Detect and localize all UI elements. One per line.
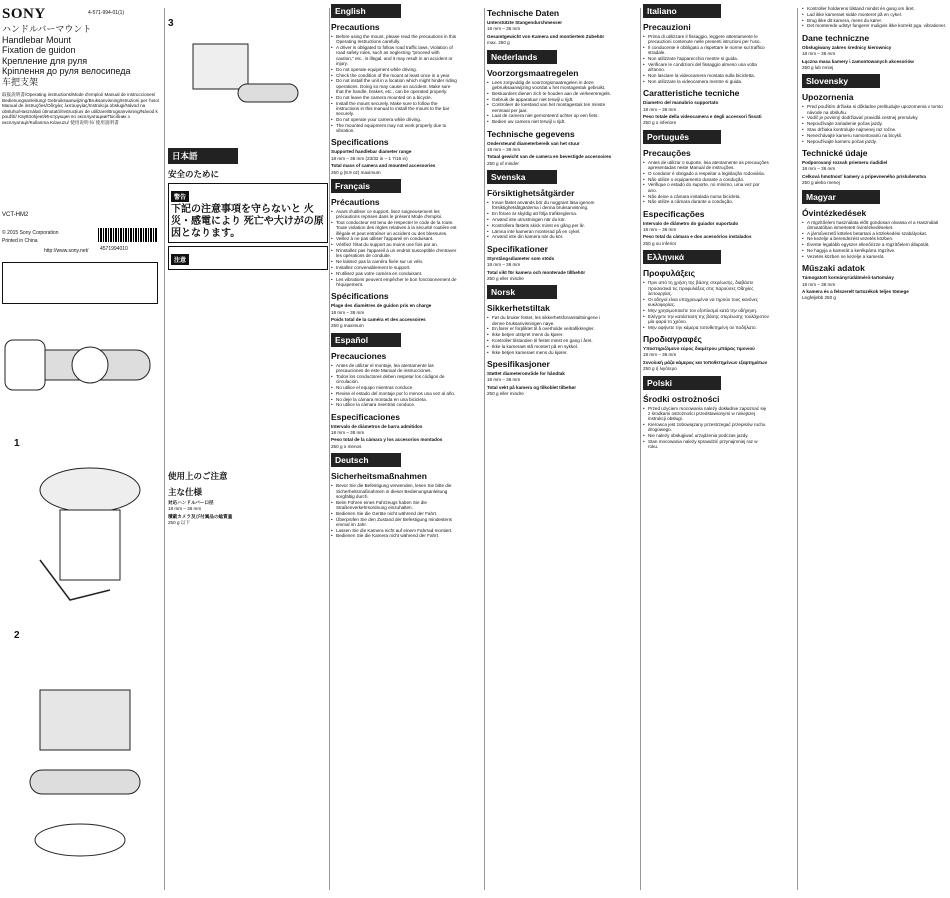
heading-specifications: Spesifikasjoner xyxy=(487,358,550,369)
precaution-item: • O condutor é obrigado a respeitar a legislação rodoviária. xyxy=(648,171,769,176)
copyright-notice: © 2015 Sony Corporation xyxy=(2,230,59,236)
precaution-item: • Não utilize o equipamento durante a condução. xyxy=(648,177,769,182)
heading-precautions: Środki ostrożności xyxy=(643,393,720,404)
spec-line: Υποστηριζόμενο εύρος διαμέτρου μπάρας τιμονιού xyxy=(643,345,755,351)
precaution-item: • Install the mount securely. Make sure to follow the instructions in this manual to install the mount to the bar securely. xyxy=(336,101,457,117)
title-line: Fixation de guidon xyxy=(2,45,76,55)
website-url: http://www.sony.net/ xyxy=(44,248,89,254)
heading-spec: 主な仕様 xyxy=(168,487,203,497)
precaution-item: • Vezetés közben ne kezelje a kamerát. xyxy=(807,254,948,259)
precaution-item: • Innan fästet används bör du noggrant läsa igenom försiktighetsåtgärderna i denna bruksanvisning. xyxy=(492,200,613,211)
spec-line: Totaal gewicht van de camera en bevestigde accessoires xyxy=(487,154,612,160)
spec-line: 250 g o menos xyxy=(331,443,362,449)
precaution-item: • Przed użyciem mocowania należy dokładnie zapoznać się z środkami ostrożności przedstawionymi w niniejszej instrukcji obsługi. xyxy=(648,406,769,422)
precaution-item: • Οι οδηγοί είναι υποχρεωμένοι να τηρούν τους κανόνες κυκλοφορίας. xyxy=(648,297,769,308)
spec-line: Peso totale della videocamera e degli accessori fissati xyxy=(643,113,762,119)
precaution-item: • Nenechávajte kameru namontovanú na bicykli. xyxy=(807,133,948,138)
precaution-item: • Bedienen Sie die Geräte nicht während der Fahrt. xyxy=(336,511,457,516)
precaution-item: • Lämna inte kameran monterad på en cykel. xyxy=(492,229,613,234)
title-line: Handlebar Mount xyxy=(2,34,72,45)
spec-line: 対応ハンドルバー口径 xyxy=(168,500,214,505)
precaution-item: • Nepoužívajte zariadenie počas jazdy. xyxy=(807,121,948,126)
section-tab-english: English xyxy=(331,4,401,18)
spec-line: Legfeljebb 250 g xyxy=(802,295,836,301)
precaution-item: • Μην χρησιμοποιείτε τον εξοπλισμό κατά την οδήγηση. xyxy=(648,308,769,313)
precaution-item: • Tout conducteur est tenu de respecter le code de la route. Toute violation des règles relatives à la sécurité routière est illégale et peut entraîner un accident ou des blessures. xyxy=(336,220,457,236)
spec-line: max. 250 g xyxy=(487,40,510,46)
spec-line: 18 mm – 36 mm xyxy=(643,106,677,112)
section-tab-svenska: Svenska xyxy=(487,170,557,184)
english-french-column xyxy=(331,0,457,898)
spec-line: 18 mm – 36 mm xyxy=(487,26,521,32)
heading-specifications: Specifikationer xyxy=(487,243,548,254)
spec-line: 250 g lub mniej xyxy=(802,64,834,70)
column-divider xyxy=(484,8,485,890)
spec-line: Obsługiwany zakres średnicy kierownicy xyxy=(802,44,892,50)
precaution-item: • Bestuurders dienen zich te houden aan de verkeersregels. xyxy=(492,91,613,96)
heading-precautions: Óvintézkedések xyxy=(802,207,867,218)
precaution-item: • Vodič je povinný dodržiavať pravidlá cestnej premávky. xyxy=(807,115,948,120)
spec-line: Unterstützte Stangendurchmesser xyxy=(487,20,563,25)
figure-number: 1 xyxy=(14,438,20,449)
precaution-item: • Nepoužívajte kameru počas jazdy. xyxy=(807,139,948,144)
precaution-item: • Använd inte utrustningen när du kör. xyxy=(492,217,613,222)
manual-language-list: 取扱説明書/Operating instructions/Mode d'emploi/ Manual de instrucciones/ Bedienungsanleitung/ Gebruiksaanwijzing/Bruksanvisning/Istruzioni per l'uso/ Manual de instruções/Οδηγίες λειτουργίας/Instrukcja obsługi/Návod na obsluhu/Használati útmutató/Instrucțiuni de utilizare/Brugsanvisning/Návod k použití/ Käyttöohjeet/Инструкция по эксплуатации/Посібник з експлуатації/Kullanma Kılavuzu/ 使用说明书/ 使用說明書 xyxy=(2,92,160,125)
precaution-item: • Bevor Sie die Befestigung verwenden, lesen Sie bitte die Sicherheitsmaßnahmen in dieser Bedienungsanleitung sorgfältig durch. xyxy=(336,483,457,499)
section-tab-japanese: 日本語 xyxy=(168,148,238,164)
spec-line: 18 mm – 36 mm xyxy=(331,430,365,436)
precaution-item: • Bedienen Sie die Kamera nicht während der Fahrt. xyxy=(336,533,457,538)
spec-line: 250 g of minder xyxy=(487,160,519,166)
precaution-item: • Stan mocowania należy sprawdzić przynajmniej raz w roku. xyxy=(648,439,769,450)
precaution-item: • Não deixe a câmara instalada numa bicicleta. xyxy=(648,194,769,199)
precaution-item: • Πριν από τη χρήση της βάσης στερέωσης, διαβάστε προσεκτικά τις προφυλάξεις στις παρούσες Οδηγίες λειτουργίας. xyxy=(648,280,769,296)
camera-shape xyxy=(40,690,130,750)
precaution-item: • No deje la cámara montada en una bicicleta. xyxy=(336,397,457,402)
column-divider xyxy=(164,8,165,890)
spec-line: A kamera és a felszerelt tartozékok teljes tömege xyxy=(802,288,909,294)
spec-line: Ondersteund diameterbereik van het stuur xyxy=(487,140,580,146)
precaution-item: • Non lasciare la videocamera montata sulla bicicletta. xyxy=(648,73,769,78)
section-tab-magyar: Magyar xyxy=(802,190,880,204)
section-tab-portugues: Português xyxy=(643,130,721,144)
spec-line: 250 g 以下 xyxy=(168,520,190,526)
section-tab-italiano: Italiano xyxy=(643,4,721,18)
precaution-item: • En fører er forpliktet til å overholde veitrafikkregler. xyxy=(492,326,613,331)
model-number: VCT-HM2 xyxy=(2,212,29,218)
spec-line: Intervalo de diâmetro do guiador suportado xyxy=(643,220,739,226)
precaution-item: • Ne kezelje a berendezést vezetés közben. xyxy=(807,236,948,241)
spec-line: 積載カメラ及び付属品の総質量 xyxy=(168,513,233,519)
precaution-item: • Avant d'utiliser ce support, lisez soigneusement les précautions reprises dans le présent Mode d'emploi. xyxy=(336,209,457,220)
title-line: Кріплення до руля велосипеда xyxy=(2,66,131,76)
spec-line: 250 g eller mindre xyxy=(487,275,524,281)
precaution-item: • Controleer de toestand van het montagestuk ten minste eenmaal per jaar. xyxy=(492,102,613,113)
spec-line: 250 g alebo menej xyxy=(802,180,840,186)
heading-precautions: Upozornenia xyxy=(802,92,854,103)
precaution-item: • Les vibrations peuvent empêcher le bon fonctionnement de l'équipement. xyxy=(336,277,457,288)
heading-precautions: Precauciones xyxy=(331,350,387,361)
warning-box xyxy=(168,183,328,243)
precaution-item: • Antes de utilizar o suporte, leia atentamente as precauções apresentadas neste Manual de instruções. xyxy=(648,160,769,171)
precaution-item: • N'utilisez pas votre caméra en conduisant. xyxy=(336,271,457,276)
spec-line: Plage des diamètres de guidon pris en charge xyxy=(331,303,432,309)
heading-precautions: Precauções xyxy=(643,147,691,158)
precaution-item: • Lees zorgvuldig de voorzorgsmaatregelen in deze gebruiksaanwijzing voordat u het montagestuk gebruikt. xyxy=(492,80,613,91)
precaution-item: • Kontroller tilstanden til festet minst en gang i året. xyxy=(492,338,613,343)
title-line: ハンドルバーマウント xyxy=(2,24,92,34)
caution-box xyxy=(168,246,328,270)
precaution-item: • Kontroller holderens tilstand mindst én gang om året. xyxy=(807,6,948,11)
italian-portuguese-column xyxy=(643,0,769,898)
spec-line: 18 mm – 36 mm xyxy=(487,146,521,152)
product-title xyxy=(2,24,160,87)
dutch-swedish-column xyxy=(487,0,613,898)
section-tab-norsk: Norsk xyxy=(487,285,557,299)
precaution-item: • Brug ikke dit kamera, mens du kører. xyxy=(807,18,948,23)
heading-specifications: Especificações xyxy=(643,208,705,219)
precaution-item: • Verificare le condizioni del fissaggio almeno una volta all'anno. xyxy=(648,62,769,73)
precaution-item: • Do not operate your camera while driving. xyxy=(336,117,457,122)
heading-precautions: Försiktighetsåtgärder xyxy=(487,188,575,199)
precaution-item: • N'installez pas l'appareil à un endroit susceptible d'entraver les opérations de conduite. xyxy=(336,248,457,259)
handlebar-shape xyxy=(30,770,140,794)
camera-step3-figure xyxy=(168,29,328,139)
spec-line: Podporovaný rozsah priemeru riadidiel xyxy=(802,159,888,165)
precaution-item: • Vérifiez l'état du support au moins une fois par an. xyxy=(336,242,457,247)
spec-line: 18 mm – 36 mm xyxy=(802,51,836,57)
printed-in: Printed in China xyxy=(2,238,38,244)
precaution-item: • Il conducente è obbligato a rispettare le norme sul traffico stradale. xyxy=(648,45,769,56)
spec-line: 18 mm – 36 mm xyxy=(802,166,836,172)
mount-body-shape xyxy=(60,510,120,580)
spec-line: 250 g ou inferior xyxy=(643,240,677,246)
section-tab-nederlands: Nederlands xyxy=(487,50,557,64)
section-tab-deutsch: Deutsch xyxy=(331,453,401,467)
spec-line: Łączna masa kamery i zamontowanych akcesoriów xyxy=(802,58,914,64)
spec-line: 250 g (8.9 oz) maximum xyxy=(331,169,381,175)
spec-line: Támogatott kormányrúdátmérő-tartomány xyxy=(802,275,894,281)
heading-precautions: Précautions xyxy=(331,196,380,207)
recycle-notice xyxy=(2,262,158,304)
precaution-item: • Før du bruker festet, les sikkerhetsforanstaltningene i denne bruksanvisningen nøye. xyxy=(492,315,613,326)
heading-precautions: Sikkerhetstiltak xyxy=(487,303,550,314)
spec-line: Supported handlebar diameter range xyxy=(331,149,412,155)
precaution-item: • Non utilizzare l'apparecchio mentre si guida. xyxy=(648,56,769,61)
title-line: Крепление для руля xyxy=(2,55,88,66)
spec-line: Diametro del manubrio supportato xyxy=(643,100,719,106)
section-tab-polski: Polski xyxy=(643,376,721,390)
heading-specifications: Technické údaje xyxy=(802,147,868,158)
heading-specifications: Especificaciones xyxy=(331,411,400,422)
column-divider xyxy=(640,8,641,890)
camera-shape xyxy=(193,44,248,89)
spec-line: 18 mm – 36 mm xyxy=(643,227,677,233)
precaution-item: • Überprüfen Sie den Zustand der Befestigung mindestens einmal im Jahr. xyxy=(336,517,457,528)
precaution-item: • Do not install the unit in a location which might hinder riding operations. Doing so may cause an accident. Make sure that the handle, brakes, etc., can be operated properly. xyxy=(336,78,457,94)
precaution-item: • A rögzítőelem használata előtt gondosan olvassa el a Használati útmutatóban ismertetett óvintézkedéseket. xyxy=(807,220,948,231)
heading-specifications: Technische Daten xyxy=(487,8,560,18)
part-number: 4-571-994-01(1) xyxy=(88,10,125,16)
precaution-item: • Ne hagyja a kamerát a kerékpárra rögzítve. xyxy=(807,248,948,253)
precaution-item: • Kontrollera fästets skick minst en gång per år. xyxy=(492,223,613,228)
precaution-item: • No utilice la cámara mientras conduce. xyxy=(336,402,457,407)
precaution-item: • No utilice el equipo mientras conduce. xyxy=(336,385,457,390)
precaution-item: • Prima di utilizzare il fissaggio, leggere attentamente le precauzioni contenute nelle presenti istruzioni per l'uso. xyxy=(648,34,769,45)
heading-precautions: Precauzioni xyxy=(643,22,691,32)
spec-line: 18 mm – 36 mm xyxy=(168,506,202,512)
heading-specifications: Spécifications xyxy=(331,291,389,302)
handle-grip-shape xyxy=(5,340,45,390)
big-warning-text: 下記の注意事項を守らないと 火災・感電により 死亡や大けがの原因となります。 xyxy=(171,204,324,239)
title-line: 车把支架 xyxy=(2,76,39,87)
precaution-item: • Before using the mount, please read the precautions in this Operating Instructions carefully. xyxy=(336,34,457,45)
precaution-item: • Ελέγχετε την κατάσταση της βάσης στερέωσης τουλάχιστον μία φορά το χρόνο. xyxy=(648,314,769,325)
precaution-item: • Do not leave the camera mounted on a bicycle. xyxy=(336,95,457,100)
precaution-item: • The mounted equipment may not work properly due to vibration. xyxy=(336,123,457,134)
section-tab-ellinika: Ελληνικά xyxy=(643,250,721,264)
precaution-item: • Check the condition of the mount at least once in a year. xyxy=(336,73,457,78)
precaution-item: • Non utilizzare la videocamera mentre si guida. xyxy=(648,79,769,84)
heading-precautions: Προφυλάξεις xyxy=(643,268,696,279)
precaution-item: • Gebruik de apparatuur niet terwijl u rijdt. xyxy=(492,97,613,102)
figure-number: 3 xyxy=(168,18,174,29)
precaution-item: • Verifique o estado do suporte, no mínimo, uma vez por ano. xyxy=(648,182,769,193)
spec-line: Gesamtgewicht von Kamera und montiertem Zubehör xyxy=(487,33,605,39)
cover-column xyxy=(0,0,160,898)
heading-specifications: Dane techniczne xyxy=(802,32,870,43)
spec-line: 18 mm – 36 mm xyxy=(487,262,521,268)
precaution-item: • Μην αφήνετε την κάμερα τοποθετημένη σε ποδήλατο. xyxy=(648,325,769,330)
precaution-item: • Pred použitím držiaka si dôkladne preštudujte upozornenia v tomto návode na obsluhu. xyxy=(807,104,948,115)
heading-specifications: Προδιαγραφές xyxy=(643,333,702,344)
spec-line: 18 mm – 36 mm xyxy=(487,377,521,383)
spec-line: Intervalo de diámetros de barra admitidos xyxy=(331,423,423,429)
precaution-item: • Kierowca jest zobowiązany przestrzegać przepisów ruchu drogowego. xyxy=(648,422,769,433)
precaution-item: • Veillez à ne pas utiliser l'appareil en conduisant. xyxy=(336,236,457,241)
spec-line: 250 g o inferiore xyxy=(643,120,677,126)
mount-ring-shape xyxy=(72,347,108,383)
spec-line: Peso total de la cámara y los accesorios montados xyxy=(331,437,443,443)
barcode xyxy=(98,228,158,242)
spec-line: Celková hmotnosť kamery a pripevneného príslušenstva xyxy=(802,173,926,179)
precaution-item: • Det monterede udstyr fungerer muligvis ikke korrekt pga. vibrationer. xyxy=(807,23,948,28)
section-tab-slovensky: Slovensky xyxy=(802,74,880,88)
mount-attach-figure xyxy=(0,440,160,620)
spec-line: Total vekt på kamera og tilkoblet tilbehør xyxy=(487,384,577,390)
precaution-item: • Não utilize a câmara durante a condução. xyxy=(648,199,769,204)
precaution-item: • Todos los conductores deben respetar los códigos de circulación. xyxy=(336,374,457,385)
heading-precautions: Voorzorgsmaatregelen xyxy=(487,67,579,78)
spec-line: 18 mm – 36 mm xyxy=(331,309,365,315)
precaution-item: • Ikke betjen utstyret mens du kjører. xyxy=(492,332,613,337)
precaution-item: • Beim Führen eines Fahrzeugs haben Sie die Straßenverkehrsordnung einzuhalten. xyxy=(336,500,457,511)
precaution-item: • Ikke betjen kameraet mens du kjører. xyxy=(492,350,613,355)
column-divider xyxy=(329,8,330,890)
spec-line: 250 g maximum xyxy=(331,323,364,329)
precaution-item: • Antes de utilizar el montaje, lea atentamente las precauciones de este Manual de instrucciones. xyxy=(336,363,457,374)
spec-line: 18 mm – 36 mm (23/32 in – 1 7/16 in) xyxy=(331,155,408,161)
precaution-item: • Évente legalább egyszer ellenőrizze a rögzítőelem állapotát. xyxy=(807,242,948,247)
slovak-hungarian-column xyxy=(802,0,948,898)
section-tab-espanol: Español xyxy=(331,333,401,347)
clamp-shape xyxy=(40,468,140,512)
precaution-item: • Nie należy obsługiwać urządzenia podczas jazdy. xyxy=(648,433,769,438)
recycle-box xyxy=(2,262,158,304)
precaution-item: • Laat de camera niet gemonteerd achter op een fiets. xyxy=(492,113,613,118)
spec-line: Støttet diameterområde for håndtak xyxy=(487,370,565,376)
heading-usage: 使用上のご注意 xyxy=(168,471,228,481)
precaution-item: • Installez convenablement le support. xyxy=(336,265,457,270)
heading-precautions: Sicherheitsmaßnahmen xyxy=(331,471,427,482)
handlebar-shape xyxy=(238,84,298,102)
precaution-item: • Stav držiaka kontrolujte najmenej raz ročne. xyxy=(807,127,948,132)
caution-label: 注意 xyxy=(171,254,189,265)
heading-specifications: Specifications xyxy=(331,137,389,148)
precaution-item: • Lad ikke kameraet sidde monteret på en cykel. xyxy=(807,12,948,17)
precaution-item: • Lassen Sie die Kamera nicht auf einem Fahrrad montiert. xyxy=(336,528,457,533)
precaution-item: • Ikke la kameraet stå montert på en sykkel. xyxy=(492,344,613,349)
spec-line: Styrstångsdiameter som stöds xyxy=(487,255,555,261)
japanese-column xyxy=(168,0,328,898)
spec-line: Total mass of camera and mounted accessories xyxy=(331,163,436,169)
camera-mount-figure xyxy=(0,650,160,890)
heading-specifications: Caratteristiche tecniche xyxy=(643,88,740,99)
figure-number: 2 xyxy=(14,630,20,641)
barcode-number: 4571994010 xyxy=(100,246,128,252)
precaution-item: • Revise el estado del montaje por lo menos una vez al año. xyxy=(336,391,457,396)
precaution-item: • A járművezető köteles betartani a közlekedési szabályokat. xyxy=(807,231,948,236)
precaution-item: • Använd inte din kamera när du kör. xyxy=(492,234,613,239)
tripod-adapter-shape xyxy=(35,824,125,856)
heading-specifications: Műszaki adatok xyxy=(802,263,865,274)
precaution-item: • Bedien uw camera niet terwijl u rijdt. xyxy=(492,119,613,124)
heading-specifications: Technische gegevens xyxy=(487,128,575,139)
section-tab-francais: Français xyxy=(331,179,401,193)
precaution-item: • Ne laissez pas la caméra fixée sur un vélo. xyxy=(336,259,457,264)
precaution-item: • Do not operate equipment while driving. xyxy=(336,67,457,72)
warning-label: 警告 xyxy=(171,191,189,202)
spec-line: 250 g eller mindre xyxy=(487,391,524,397)
column-divider xyxy=(797,8,798,890)
brand-logo: SONY xyxy=(2,6,46,22)
precaution-item: • En förare är skyldig att följa trafikreglerna. xyxy=(492,211,613,216)
handlebar-figure xyxy=(0,310,160,430)
spec-line: 18 mm – 36 mm xyxy=(802,281,836,287)
spec-line: Total vikt för kamera och monterade tillbehör xyxy=(487,269,586,275)
spec-line: 250 g ή λιγότερο xyxy=(643,366,677,372)
spec-line: Poids total de la caméra et des accessoires xyxy=(331,316,426,322)
spec-line: Peso total da câmara e dos acessórios instalados xyxy=(643,234,752,240)
spec-line: 18 mm – 36 mm xyxy=(643,352,677,358)
heading-precautions: Precautions xyxy=(331,22,380,32)
spec-line: Συνολική μάζα κάμερας και τοποθετημένων εξαρτημάτων xyxy=(643,359,768,365)
precaution-item: • A driver is obligated to follow road traffic laws. Violation of road safety rules, such as neglecting "proceed with caution," etc., is illegal, and it may result in an accident or injury. xyxy=(336,45,457,66)
heading-safety: 安全のために xyxy=(168,169,220,179)
